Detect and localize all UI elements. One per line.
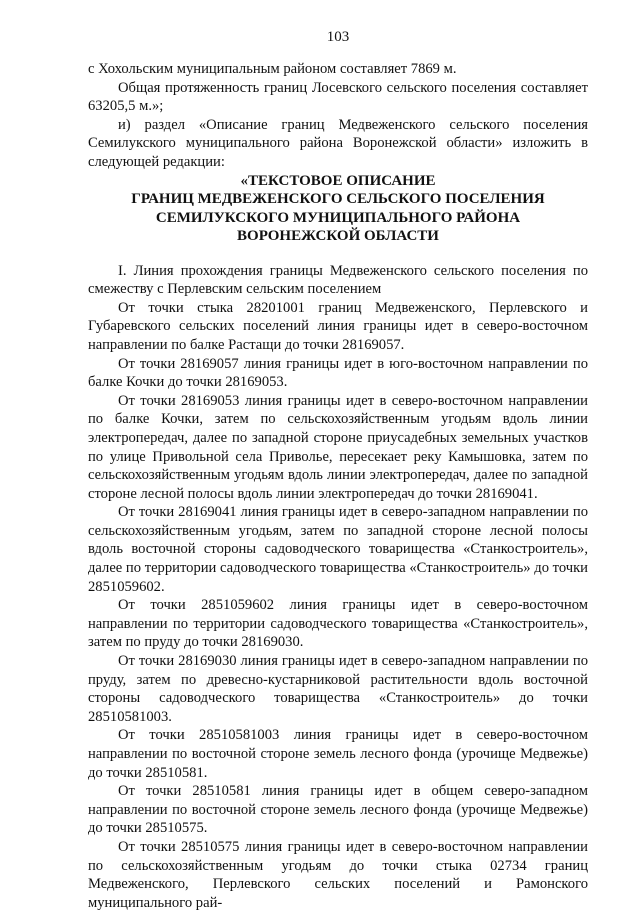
body-heading: I. Линия прохождения границы Медвеженского сельского поселения по смежеству с Перлевским сельским поселением — [88, 262, 588, 298]
intro-paragraph-2: Общая протяженность границ Лосевского сельского поселения составляет 63205,5 м.»; — [88, 79, 588, 115]
document-page — [88, 28, 588, 912]
body-paragraph: От точки 28510581 линия границы идет в общем северо-западном направлении по восточной стороне земель лесного фонда (урочище Медвежье) до точки 28510575. — [88, 783, 588, 837]
body-paragraph: От точки 28169053 линия границы идет в северо-восточном направлении по балке Кочки, затем по сельскохозяйственным угодьям вдоль линии электропередач, далее по западной стороне приусадебных земельных участков по улице Привольной села Приволье, пересекает реку Камышовка, затем по сельскохозяйственным угодьям вдоль линии электропередач, далее по западной стороне лесной полосы вдоль линии электропередач до точки 28169041. — [88, 392, 588, 502]
page-number: 103 — [326, 29, 350, 45]
title-line-1: «ТЕКСТОВОЕ ОПИСАНИЕ — [240, 172, 436, 189]
intro-paragraph-3: и) раздел «Описание границ Медвеженского сельского поселения Семилукского муниципального района Воронежской области» изложить в следующей редакции: — [88, 116, 588, 170]
title-line-4: ВОРОНЕЖСКОЙ ОБЛАСТИ — [237, 228, 439, 245]
title-line-2: ГРАНИЦ МЕДВЕЖЕНСКОГО СЕЛЬСКОГО ПОСЕЛЕНИЯ — [131, 191, 545, 208]
body-paragraph: От точки 28169041 линия границы идет в северо-западном направлении по сельскохозяйственным угодьям, затем по западной стороне лесной полосы вдоль восточной стороны садоводческого товарищества «Станкостроитель», далее по территории садоводческого товарищества «Станкостроитель» до точки 2851059602. — [88, 504, 588, 595]
section-title — [88, 172, 588, 246]
body-paragraph: От точки 28169030 линия границы идет в северо-западном направлении по пруду, затем по древесно-кустарниковой растительности вдоль восточной стороны садоводческого товарищества «Станкостроитель» до точки 28510581003. — [88, 653, 588, 725]
body-paragraph: От точки стыка 28201001 границ Медвеженского, Перлевского и Губаревского сельских поселений линия границы идет в северо-восточном направлении по балке Растащи до точки 28169057. — [88, 299, 588, 353]
body-paragraph: От точки 28169057 линия границы идет в юго-восточном направлении по балке Кочки до точки 28169053. — [88, 355, 588, 391]
body-paragraph: От точки 2851059602 линия границы идет в северо-восточном направлении по территории садоводческого товарищества «Станкостроитель», затем по пруду до точки 28169030. — [88, 597, 588, 651]
body-paragraph: От точки 28510575 линия границы идет в северо-восточном направлении по сельскохозяйственным угодьям до точки стыка 02734 границ Медвеженского, Перлевского сельских поселений и Рамонского муниципального рай- — [88, 838, 588, 911]
body-paragraph: От точки 28510581003 линия границы идет в северо-восточном направлении по восточной стороне земель лесного фонда (урочище Медвежье) до точки 28510581. — [88, 727, 588, 781]
intro-paragraph-1: с Хохольским муниципальным районом составляет 7869 м. — [88, 61, 457, 77]
title-line-3: СЕМИЛУКСКОГО МУНИЦИПАЛЬНОГО РАЙОНА — [155, 209, 521, 226]
